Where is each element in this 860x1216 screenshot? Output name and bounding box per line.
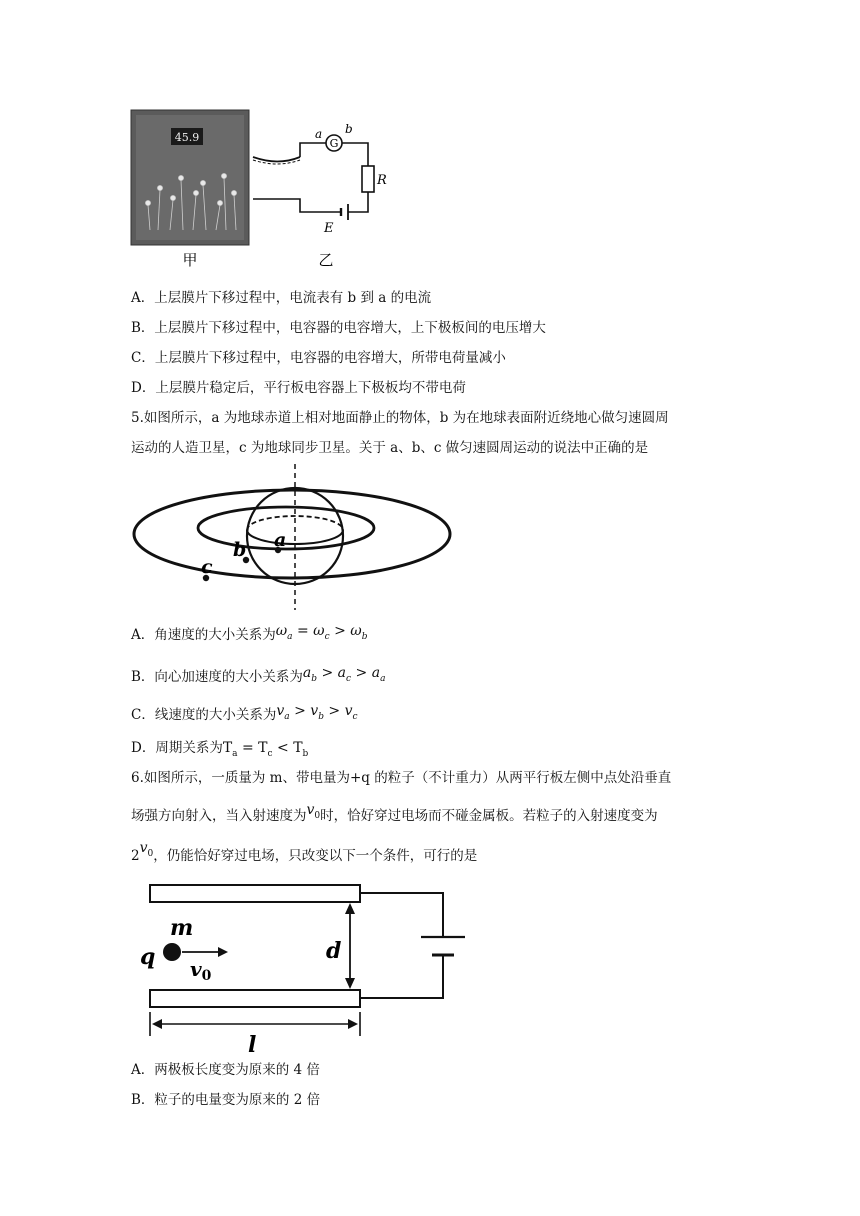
q6-stem-line3 — [131, 840, 478, 872]
circuit-diagram — [253, 135, 374, 220]
label-b: b — [345, 122, 353, 136]
q6-option-a: A．两极板长度变为原来的 4 倍 — [131, 1062, 320, 1078]
q5-option-d-text: D．周期关系为 — [131, 740, 223, 756]
q5-option-b-text: B．向心加速度的大小关系为 — [131, 669, 303, 685]
label-a: a — [274, 529, 287, 551]
label-jia: 甲 — [182, 251, 198, 269]
q4-option-a: A．上层膜片下移过程中，电流表有 b 到 a 的电流 — [131, 290, 432, 306]
q6-stem-line3-pre: 2 — [131, 848, 140, 864]
label-a: a — [315, 127, 323, 141]
label-yi: 乙 — [318, 251, 334, 269]
q5-option-b — [131, 667, 385, 693]
q5-option-a-math: $\omega_a = \omega_c > \omega_b$ — [275, 623, 368, 642]
label-e: E — [324, 221, 334, 236]
q5-option-b-math: $a_b > a_c > a_a$ — [302, 665, 386, 684]
label-r: R — [377, 173, 387, 188]
q6-stem-line2 — [131, 802, 658, 832]
q6-v0-b: $v_0$ — [139, 840, 154, 859]
label-b: b — [233, 539, 247, 561]
label-q: q — [140, 944, 156, 970]
q5-option-d — [131, 738, 308, 764]
label-l: l — [248, 1032, 257, 1052]
figure-capacitive-scale — [128, 100, 418, 275]
label-m: m — [170, 915, 194, 941]
q6-option-b: B．粒子的电量变为原来的 2 倍 — [131, 1092, 321, 1108]
label-v0: $v_0$ — [190, 957, 212, 984]
q5-option-a-text: A．角速度的大小关系为 — [131, 627, 276, 643]
q5-option-c-math: $v_a > v_b > v_c$ — [276, 703, 358, 722]
q4-option-b: B．上层膜片下移过程中，电容器的电容增大，上下极板间的电压增大 — [131, 320, 546, 336]
orbit-c — [134, 490, 450, 578]
top-plate — [150, 885, 360, 902]
q5-option-a — [131, 625, 367, 651]
q6-stem-line3-post: ，仍能恰好穿过电场，只改变以下一个条件，可行的是 — [153, 848, 478, 864]
q5-option-d-math: $T_a = T_c < T_b$ — [222, 740, 309, 759]
bottom-plate — [150, 990, 360, 1007]
resistor-r — [362, 166, 374, 192]
q6-v0-a: $v_0$ — [306, 802, 321, 821]
q5-stem-line2: 运动的人造卫星，c 为地球同步卫星。关于 a、b、c 做匀速圆周运动的说法中正确的是 — [131, 440, 649, 456]
figure-parallel-plates — [130, 876, 470, 1052]
label-c: c — [201, 556, 213, 578]
q4-option-d: D．上层膜片稳定后，平行板电容器上下极板均不带电荷 — [131, 380, 466, 396]
q6-stem-line2-post: 时，恰好穿过电场而不碰金属板。若粒子的入射速度变为 — [320, 808, 658, 824]
q6-stem-line2-pre: 场强方向射入，当入射速度为 — [131, 808, 307, 824]
q6-stem-line1: 6.如图所示，一质量为 m、带电量为+q 的粒子（不计重力）从两平行板左侧中点处沿垂直 — [131, 770, 672, 786]
q4-option-c: C．上层膜片下移过程中，电容器的电容增大，所带电荷量减小 — [131, 350, 506, 366]
q5-option-c — [131, 705, 358, 731]
galvanometer-label: G — [329, 137, 339, 150]
label-d: d — [326, 938, 342, 964]
q5-stem-line1: 5.如图所示，a 为地球赤道上相对地面静止的物体，b 为在地球表面附近绕地心做匀速圆周 — [131, 410, 669, 426]
figure-earth-orbits — [128, 460, 458, 612]
particle — [163, 943, 181, 961]
scale-display-value: 45.9 — [174, 131, 200, 144]
q5-option-c-text: C．线速度的大小关系为 — [131, 707, 277, 723]
